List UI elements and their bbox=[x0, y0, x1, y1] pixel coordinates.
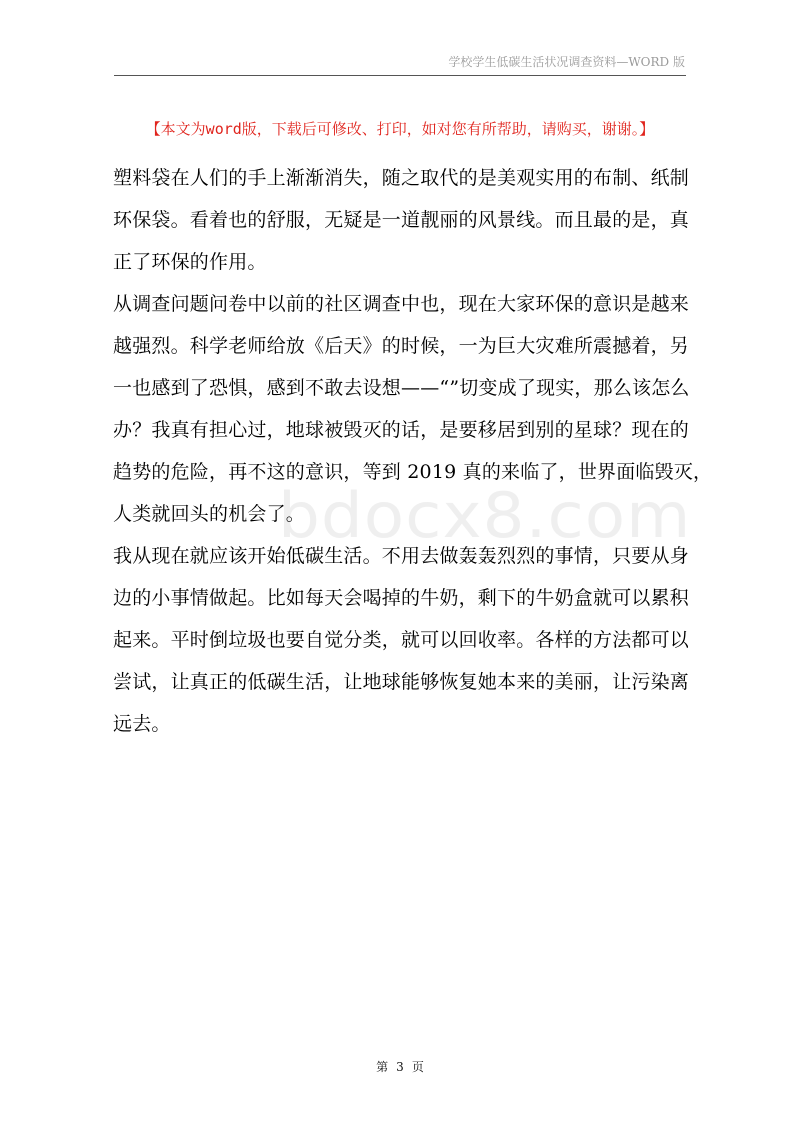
body-line: 环保袋。看着也的舒服，无疑是一道靓丽的风景线。而且最的是，真 bbox=[113, 209, 690, 231]
page-footer bbox=[0, 1058, 800, 1075]
download-notice: 【本文为word版，下载后可修改、打印，如对您有所帮助，请购买，谢谢。】 bbox=[145, 120, 655, 138]
watermark: bdocx8.com bbox=[278, 478, 692, 553]
body-line: 尝试，让真正的低碳生活，让地球能够恢复她本来的美丽，让污染离 bbox=[113, 671, 690, 693]
body-line: 趋势的危险，再不这的意识，等到 2019 真的来临了，世界面临毁灭， bbox=[113, 461, 713, 483]
document-header-title: 学校学生低碳生活状况调查资料—WORD 版 bbox=[448, 55, 685, 69]
body-line: 塑料袋在人们的手上渐渐消失，随之取代的是美观实用的布制、纸制 bbox=[113, 167, 690, 189]
body-text bbox=[113, 157, 713, 745]
body-line: 一也感到了恐惧，感到不敢去设想——“”切变成了现实，那么该怎么 bbox=[113, 377, 690, 399]
page-number-suffix: 页 bbox=[411, 1060, 424, 1074]
page-number: 3 bbox=[396, 1060, 404, 1074]
body-line: 办？我真有担心过，地球被毁灭的话，是要移居到别的星球？现在的 bbox=[113, 419, 690, 441]
header-divider bbox=[114, 75, 686, 76]
page-number-prefix: 第 bbox=[376, 1060, 389, 1074]
body-line: 越强烈。科学老师给放《后天》的时候，一为巨大灾难所震撼着，另 bbox=[113, 335, 690, 357]
body-line: 从调查问题问卷中以前的社区调查中也，现在大家环保的意识是越来 bbox=[113, 293, 690, 315]
body-line: 边的小事情做起。比如每天会喝掉的牛奶，剩下的牛奶盒就可以累积 bbox=[113, 587, 690, 609]
body-line: 我从现在就应该开始低碳生活。不用去做轰轰烈烈的事情，只要从身 bbox=[113, 545, 690, 567]
body-line: 起来。平时倒垃圾也要自觉分类，就可以回收率。各样的方法都可以 bbox=[113, 629, 690, 651]
body-line: 人类就回头的机会了。 bbox=[113, 503, 306, 525]
body-line: 正了环保的作用。 bbox=[113, 251, 267, 273]
body-line: 远去。 bbox=[113, 713, 171, 735]
